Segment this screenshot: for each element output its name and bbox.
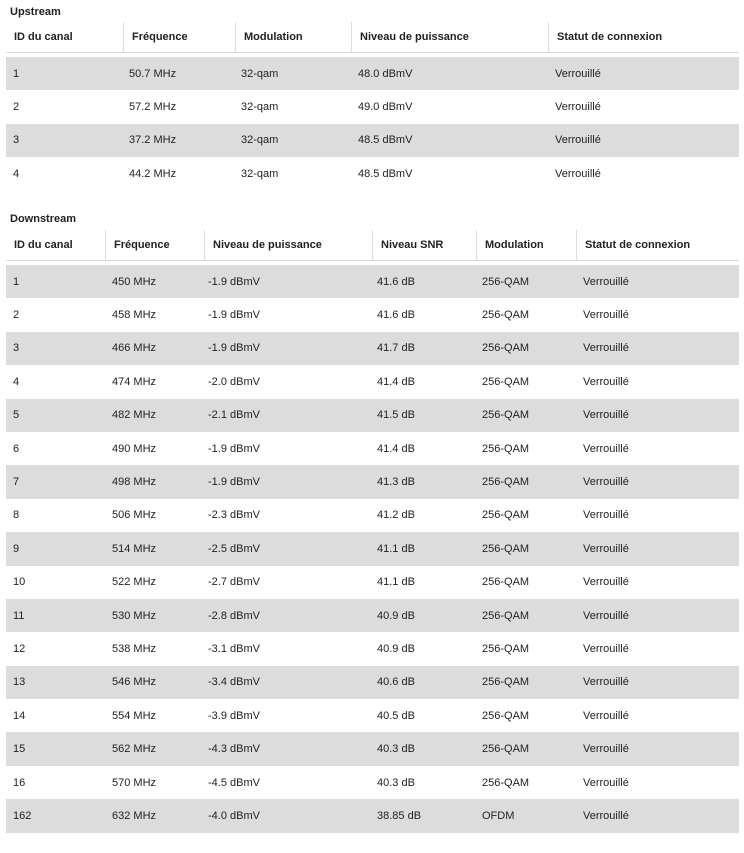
downstream-cell-modulation: 256-QAM [482,776,530,789]
downstream-cell-connection-status: Verrouillé [583,342,629,355]
downstream-cell-channel-id: 12 [13,642,26,655]
downstream-cell-connection-status: Verrouillé [583,375,629,388]
downstream-cell-modulation: OFDM [482,809,515,822]
upstream-header-row [6,22,739,53]
downstream-cell-snr-level: 40.3 dB [377,743,415,756]
downstream-cell-frequency: 522 MHz [112,576,157,589]
downstream-cell-snr-level: 41.4 dB [377,375,415,388]
downstream-cell-power-level: -2.5 dBmV [208,542,260,555]
downstream-cell-frequency: 514 MHz [112,542,157,555]
downstream-cell-power-level: -4.0 dBmV [208,809,260,822]
upstream-cell-channel-id: 2 [13,101,20,114]
upstream-cell-frequency: 50.7 MHz [129,67,177,80]
downstream-header-channel-id: ID du canal [14,239,73,251]
downstream-cell-power-level: -4.5 dBmV [208,776,260,789]
downstream-cell-modulation: 256-QAM [482,442,530,455]
downstream-table-row [6,666,739,699]
downstream-cell-connection-status: Verrouillé [583,476,629,489]
downstream-cell-frequency: 450 MHz [112,275,157,288]
downstream-cell-modulation: 256-QAM [482,375,530,388]
downstream-table-row [6,365,739,398]
upstream-cell-modulation: 32-qam [241,167,279,180]
downstream-table-row [6,699,739,732]
downstream-cell-frequency: 562 MHz [112,743,157,756]
upstream-header-power-level: Niveau de puissance [351,22,548,52]
upstream-cell-channel-id: 4 [13,167,20,180]
downstream-cell-snr-level: 41.6 dB [377,309,415,322]
downstream-cell-channel-id: 10 [13,576,26,589]
downstream-cell-modulation: 256-QAM [482,642,530,655]
downstream-cell-frequency: 538 MHz [112,642,157,655]
downstream-cell-channel-id: 16 [13,776,26,789]
downstream-cell-modulation: 256-QAM [482,676,530,689]
downstream-header-row [6,230,739,261]
downstream-cell-channel-id: 5 [13,409,20,422]
downstream-cell-modulation: 256-QAM [482,709,530,722]
upstream-cell-channel-id: 1 [13,67,20,80]
downstream-cell-modulation: 256-QAM [482,576,530,589]
upstream-cell-channel-id: 3 [13,134,20,147]
downstream-cell-channel-id: 15 [13,743,26,756]
upstream-table [6,22,739,191]
downstream-table-row [6,599,739,632]
downstream-cell-channel-id: 7 [13,476,20,489]
downstream-table-row [6,732,739,765]
downstream-cell-power-level: -3.4 dBmV [208,676,260,689]
downstream-cell-connection-status: Verrouillé [583,809,629,822]
downstream-cell-modulation: 256-QAM [482,542,530,555]
downstream-cell-frequency: 530 MHz [112,609,157,622]
downstream-cell-connection-status: Verrouillé [583,609,629,622]
downstream-table-row [6,332,739,365]
upstream-header-channel-id: ID du canal [14,31,73,43]
downstream-cell-power-level: -1.9 dBmV [208,476,260,489]
downstream-header-power-level: Niveau de puissance [204,230,372,260]
downstream-header-connection-status: Statut de connexion [576,230,739,260]
downstream-cell-modulation: 256-QAM [482,409,530,422]
downstream-cell-power-level: -4.3 dBmV [208,743,260,756]
downstream-cell-frequency: 482 MHz [112,409,157,422]
downstream-table-row [6,399,739,432]
downstream-cell-modulation: 256-QAM [482,342,530,355]
downstream-cell-connection-status: Verrouillé [583,309,629,322]
downstream-header-frequency: Fréquence [105,230,204,260]
downstream-cell-power-level: -2.8 dBmV [208,609,260,622]
downstream-cell-channel-id: 162 [13,809,32,822]
upstream-cell-power-level: 48.5 dBmV [358,134,413,147]
downstream-table-row [6,632,739,665]
downstream-table-row [6,432,739,465]
downstream-table-row [6,766,739,799]
downstream-header-snr-level: Niveau SNR [372,230,476,260]
downstream-cell-connection-status: Verrouillé [583,409,629,422]
downstream-cell-power-level: -1.9 dBmV [208,342,260,355]
downstream-cell-power-level: -2.3 dBmV [208,509,260,522]
upstream-table-row [6,157,739,190]
downstream-cell-connection-status: Verrouillé [583,442,629,455]
downstream-cell-channel-id: 3 [13,342,20,355]
upstream-cell-power-level: 48.0 dBmV [358,67,413,80]
downstream-cell-modulation: 256-QAM [482,309,530,322]
downstream-cell-channel-id: 11 [13,609,25,622]
downstream-cell-channel-id: 6 [13,442,20,455]
downstream-cell-power-level: -1.9 dBmV [208,275,260,288]
downstream-cell-frequency: 554 MHz [112,709,157,722]
upstream-cell-connection-status: Verrouillé [555,167,601,180]
downstream-cell-snr-level: 41.7 dB [377,342,415,355]
downstream-cell-connection-status: Verrouillé [583,642,629,655]
downstream-cell-snr-level: 40.5 dB [377,709,415,722]
downstream-cell-frequency: 570 MHz [112,776,157,789]
downstream-cell-power-level: -2.1 dBmV [208,409,260,422]
downstream-cell-snr-level: 38.85 dB [377,809,422,822]
downstream-cell-connection-status: Verrouillé [583,509,629,522]
upstream-cell-frequency: 57.2 MHz [129,101,177,114]
downstream-cell-connection-status: Verrouillé [583,743,629,756]
downstream-cell-snr-level: 41.1 dB [377,542,415,555]
downstream-cell-connection-status: Verrouillé [583,542,629,555]
upstream-cell-connection-status: Verrouillé [555,67,601,80]
downstream-cell-power-level: -1.9 dBmV [208,309,260,322]
downstream-cell-channel-id: 13 [13,676,26,689]
downstream-cell-frequency: 466 MHz [112,342,157,355]
downstream-title: Downstream [10,213,77,225]
downstream-cell-snr-level: 40.9 dB [377,609,415,622]
downstream-cell-snr-level: 41.4 dB [377,442,415,455]
downstream-cell-frequency: 546 MHz [112,676,157,689]
downstream-cell-channel-id: 1 [13,275,20,288]
upstream-cell-frequency: 44.2 MHz [129,167,177,180]
upstream-table-row [6,124,739,157]
downstream-cell-modulation: 256-QAM [482,743,530,756]
downstream-cell-snr-level: 41.1 dB [377,576,415,589]
downstream-cell-channel-id: 2 [13,309,20,322]
downstream-cell-modulation: 256-QAM [482,476,530,489]
downstream-cell-channel-id: 4 [13,375,20,388]
downstream-table-row [6,298,739,331]
downstream-cell-power-level: -1.9 dBmV [208,442,260,455]
downstream-table [6,230,739,833]
downstream-cell-connection-status: Verrouillé [583,709,629,722]
downstream-cell-connection-status: Verrouillé [583,275,629,288]
upstream-cell-frequency: 37.2 MHz [129,134,177,147]
downstream-cell-frequency: 506 MHz [112,509,157,522]
downstream-cell-frequency: 490 MHz [112,442,157,455]
upstream-table-row [6,57,739,90]
downstream-cell-power-level: -3.1 dBmV [208,642,260,655]
upstream-header-modulation: Modulation [235,22,351,52]
downstream-cell-snr-level: 40.9 dB [377,642,415,655]
downstream-cell-snr-level: 41.3 dB [377,476,415,489]
downstream-header-modulation: Modulation [476,230,576,260]
upstream-title: Upstream [10,6,61,18]
downstream-table-row [6,566,739,599]
downstream-cell-power-level: -2.7 dBmV [208,576,260,589]
downstream-cell-snr-level: 41.5 dB [377,409,415,422]
downstream-cell-power-level: -2.0 dBmV [208,375,260,388]
downstream-cell-frequency: 498 MHz [112,476,157,489]
downstream-cell-modulation: 256-QAM [482,609,530,622]
downstream-table-row [6,799,739,832]
downstream-cell-frequency: 632 MHz [112,809,157,822]
downstream-cell-frequency: 474 MHz [112,375,157,388]
downstream-cell-snr-level: 40.3 dB [377,776,415,789]
downstream-cell-channel-id: 14 [13,709,26,722]
downstream-table-row [6,532,739,565]
downstream-cell-snr-level: 41.2 dB [377,509,415,522]
upstream-header-frequency: Fréquence [123,22,235,52]
downstream-cell-connection-status: Verrouillé [583,676,629,689]
upstream-cell-modulation: 32-qam [241,101,279,114]
downstream-table-row [6,465,739,498]
upstream-cell-connection-status: Verrouillé [555,101,601,114]
downstream-cell-channel-id: 9 [13,542,20,555]
downstream-cell-modulation: 256-QAM [482,509,530,522]
downstream-cell-modulation: 256-QAM [482,275,530,288]
downstream-cell-channel-id: 8 [13,509,20,522]
downstream-cell-snr-level: 41.6 dB [377,275,415,288]
downstream-cell-snr-level: 40.6 dB [377,676,415,689]
upstream-cell-modulation: 32-qam [241,67,279,80]
upstream-header-connection-status: Statut de connexion [548,22,739,52]
downstream-cell-connection-status: Verrouillé [583,776,629,789]
upstream-cell-power-level: 48.5 dBmV [358,167,413,180]
downstream-table-row [6,499,739,532]
upstream-cell-modulation: 32-qam [241,134,279,147]
upstream-cell-connection-status: Verrouillé [555,134,601,147]
downstream-cell-power-level: -3.9 dBmV [208,709,260,722]
downstream-table-row [6,265,739,298]
downstream-cell-frequency: 458 MHz [112,309,157,322]
downstream-cell-connection-status: Verrouillé [583,576,629,589]
upstream-cell-power-level: 49.0 dBmV [358,101,413,114]
upstream-table-row [6,90,739,123]
